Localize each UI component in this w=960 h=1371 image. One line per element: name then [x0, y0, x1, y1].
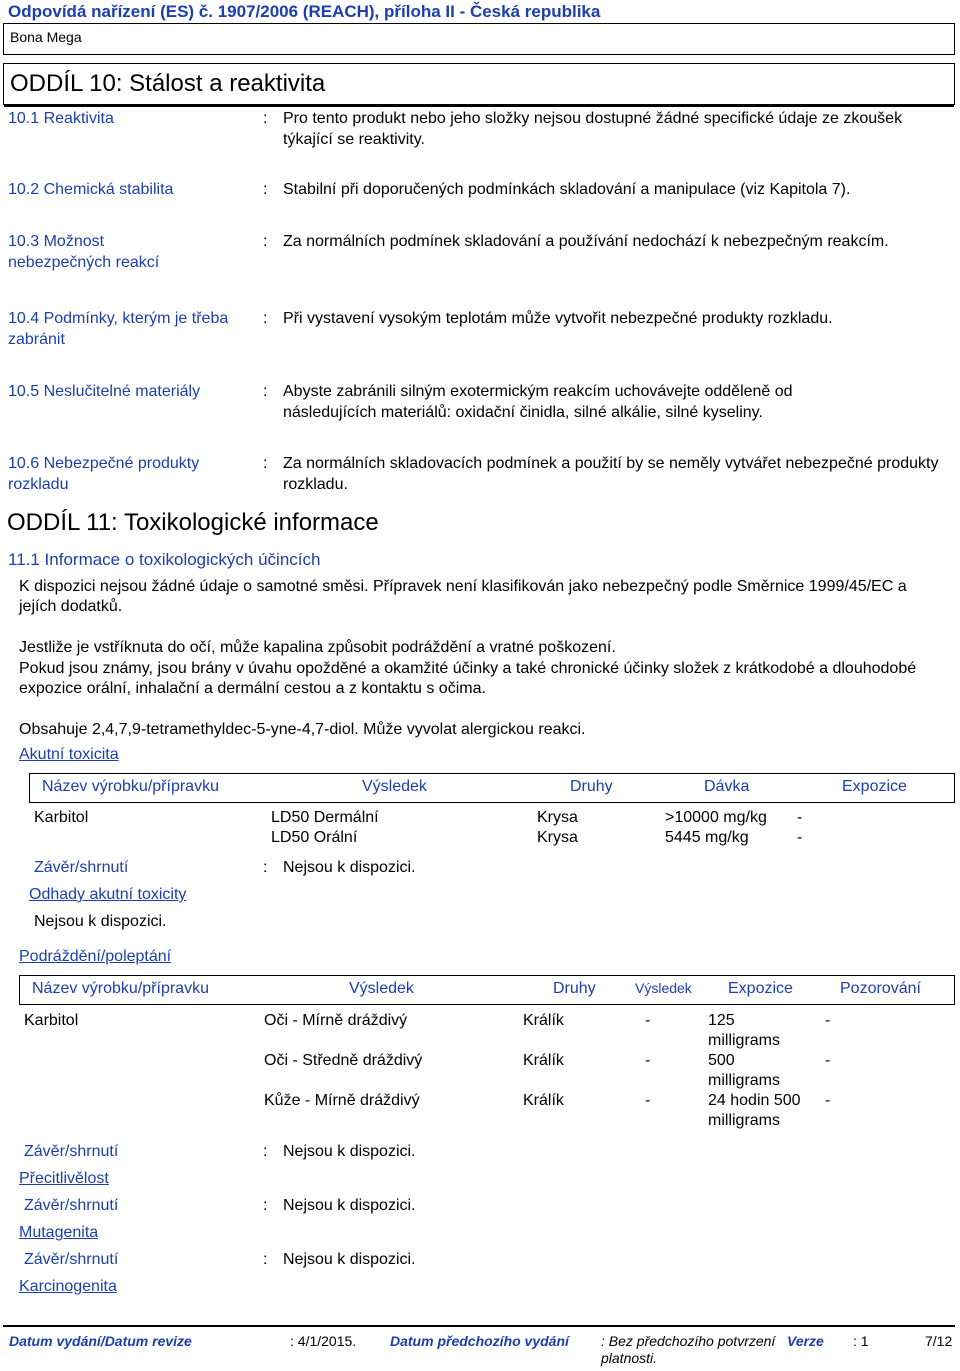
acute-dose-1: >10000 mg/kg	[665, 809, 767, 826]
acute-result-2: LD50 Orální	[271, 829, 358, 846]
irr-product: Karbitol	[24, 1012, 79, 1029]
acute-toxicity-heading: Akutní toxicita	[19, 746, 119, 763]
acute-col-species: Druhy	[570, 778, 613, 795]
item-10-2-value: Stabilní při doporučených podmínkách skladování a manipulace (viz Kapitola 7).	[283, 181, 851, 198]
irr-row-3-exposure: 24 hodin 500 milligrams	[708, 1092, 801, 1129]
footer-issue-label: Datum vydání/Datum revize	[9, 1333, 192, 1349]
irr-row-2-observation: -	[825, 1052, 831, 1069]
item-10-6-colon: :	[263, 455, 268, 472]
acute-col-result: Výsledek	[362, 778, 427, 795]
item-10-4-value: Při vystavení vysokým teplotám může vytvořit nebezpečné produkty rozkladu.	[283, 310, 833, 327]
item-10-2-colon: :	[263, 181, 268, 198]
irritation-table-header	[19, 975, 955, 1005]
irr-col-species: Druhy	[553, 980, 596, 997]
page-footer	[3, 1325, 955, 1366]
irr-col-exposure: Expozice	[728, 980, 793, 997]
irr-row-1-species: Králík	[523, 1012, 564, 1029]
item-10-5-colon: :	[263, 383, 268, 400]
acute-species-2: Krysa	[537, 829, 578, 846]
sens-summary-label: Závěr/shrnutí	[24, 1197, 119, 1214]
irr-row-2-exposure: 500 milligrams	[708, 1052, 780, 1089]
irr-col-score: Výsledek	[635, 980, 692, 996]
acute-summary-value: Nejsou k dispozici.	[283, 859, 416, 876]
sens-summary-value: Nejsou k dispozici.	[283, 1197, 416, 1214]
footer-version-label: Verze	[787, 1333, 824, 1349]
acute-product: Karbitol	[34, 809, 89, 826]
product-name: Bona Mega	[10, 29, 82, 45]
acute-table-header	[29, 773, 955, 803]
item-10-1-label: 10.1 Reaktivita	[8, 110, 114, 127]
paragraph-eye-contact: Jestliže je vstříknuta do očí, může kapalina způsobit podráždění a vratné poškození.	[19, 639, 616, 656]
acute-estimates-heading: Odhady akutní toxicity	[29, 886, 187, 903]
carcinogenicity-heading: Karcinogenita	[19, 1278, 117, 1295]
acute-result-1: LD50 Dermální	[271, 809, 379, 826]
irr-row-2-species: Králík	[523, 1052, 564, 1069]
acute-exposure-2: -	[797, 829, 803, 846]
acute-col-exposure: Expozice	[842, 778, 907, 795]
irr-row-2-result: Oči - Středně dráždivý	[264, 1052, 423, 1069]
irr-row-1-score: -	[645, 1012, 651, 1029]
mutagenicity-heading: Mutagenita	[19, 1224, 99, 1241]
irr-summary-label: Závěr/shrnutí	[24, 1143, 119, 1160]
sens-summary-colon: :	[263, 1197, 268, 1214]
irr-row-1-result: Oči - Mírně dráždivý	[264, 1012, 408, 1029]
acute-summary-colon: :	[263, 859, 268, 876]
irr-row-3-species: Králík	[523, 1092, 564, 1109]
acute-col-dose: Dávka	[704, 778, 750, 795]
paragraph-contains: Obsahuje 2,4,7,9-tetramethyldec-5-yne-4,7-diol. Může vyvolat alergickou reakci.	[19, 721, 586, 738]
mut-summary-label: Závěr/shrnutí	[24, 1251, 119, 1268]
irr-row-3-observation: -	[825, 1092, 831, 1109]
irr-row-1-exposure: 125 milligrams	[708, 1012, 780, 1049]
acute-dose-2: 5445 mg/kg	[665, 829, 749, 846]
irr-col-observation: Pozorování	[840, 980, 921, 997]
item-10-4-colon: :	[263, 310, 268, 327]
paragraph-no-data: K dispozici nejsou žádné údaje o samotné směsi. Přípravek není klasifikován jako nebezpečný podle Směrnice 1999/45/EC a jejích dodatků.	[19, 578, 907, 615]
item-10-6-label: 10.6 Nebezpečné produkty rozkladu	[8, 455, 200, 493]
footer-prev-label: Datum předchozího vydání	[390, 1333, 569, 1349]
item-10-5-value: Abyste zabránili silným exotermickým reakcím uchovávejte odděleně od následujících materiálů: oxidační činidla, silné alkálie, silné kyseliny.	[283, 383, 793, 421]
item-10-3-colon: :	[263, 233, 268, 250]
irr-summary-value: Nejsou k dispozici.	[283, 1143, 416, 1160]
item-10-6-value: Za normálních skladovacích podmínek a použití by se neměly vytvářet nebezpečné produkty rozkladu.	[283, 455, 939, 493]
irr-row-2-score: -	[645, 1052, 651, 1069]
product-name-box	[3, 23, 955, 55]
mut-summary-colon: :	[263, 1251, 268, 1268]
item-10-3-label: 10.3 Možnost nebezpečných reakcí	[8, 233, 160, 271]
mut-summary-value: Nejsou k dispozici.	[283, 1251, 416, 1268]
regulation-header: Odpovídá nařízení (ES) č. 1907/2006 (REACH), příloha II - Česká republika	[8, 2, 601, 21]
irr-row-3-score: -	[645, 1092, 651, 1109]
section-11-1-subtitle: 11.1 Informace o toxikologických účincích	[8, 550, 321, 569]
irr-row-3-result: Kůže - Mírně dráždivý	[264, 1092, 420, 1109]
item-10-1-value: Pro tento produkt nebo jeho složky nejsou dostupné žádné specifické údaje ze zkoušek týkající se reaktivity.	[283, 110, 903, 148]
section-10-title: ODDÍL 10: Stálost a reaktivita	[3, 63, 955, 105]
acute-col-product: Název výrobku/přípravku	[42, 778, 219, 795]
footer-version-value: : 1	[853, 1333, 869, 1349]
item-10-4-label: 10.4 Podmínky, kterým je třeba zabránit	[8, 310, 229, 348]
irr-summary-colon: :	[263, 1143, 268, 1160]
section-11-title: ODDÍL 11: Toxikologické informace	[7, 509, 379, 536]
acute-species-1: Krysa	[537, 809, 578, 826]
footer-issue-value: : 4/1/2015.	[290, 1333, 357, 1349]
paragraph-effects: Pokud jsou známy, jsou brány v úvahu opožděné a okamžité účinky a také chronické účinky složek z krátkodobé a dlouhodobé expozice orální, inhalační a dermální cestou a z kontaktu s očima.	[19, 660, 917, 697]
irritation-heading: Podráždění/poleptání	[19, 948, 172, 965]
sensitization-heading: Přecitlivělost	[19, 1170, 109, 1187]
item-10-2-label: 10.2 Chemická stabilita	[8, 181, 174, 198]
item-10-1-colon: :	[263, 110, 268, 127]
acute-exposure-1: -	[797, 809, 803, 826]
item-10-3-value: Za normálních podmínek skladování a používání nedochází k nebezpečným reakcím.	[283, 233, 889, 250]
irr-col-product: Název výrobku/přípravku	[32, 980, 209, 997]
acute-estimates-value: Nejsou k dispozici.	[34, 913, 167, 930]
acute-summary-label: Závěr/shrnutí	[34, 859, 129, 876]
irr-row-1-observation: -	[825, 1012, 831, 1029]
footer-prev-value: : Bez předchozího potvrzení platnosti.	[601, 1333, 776, 1366]
item-10-5-label: 10.5 Neslučitelné materiály	[8, 383, 201, 400]
footer-page-number: 7/12	[925, 1333, 953, 1349]
irr-col-result: Výsledek	[349, 980, 414, 997]
